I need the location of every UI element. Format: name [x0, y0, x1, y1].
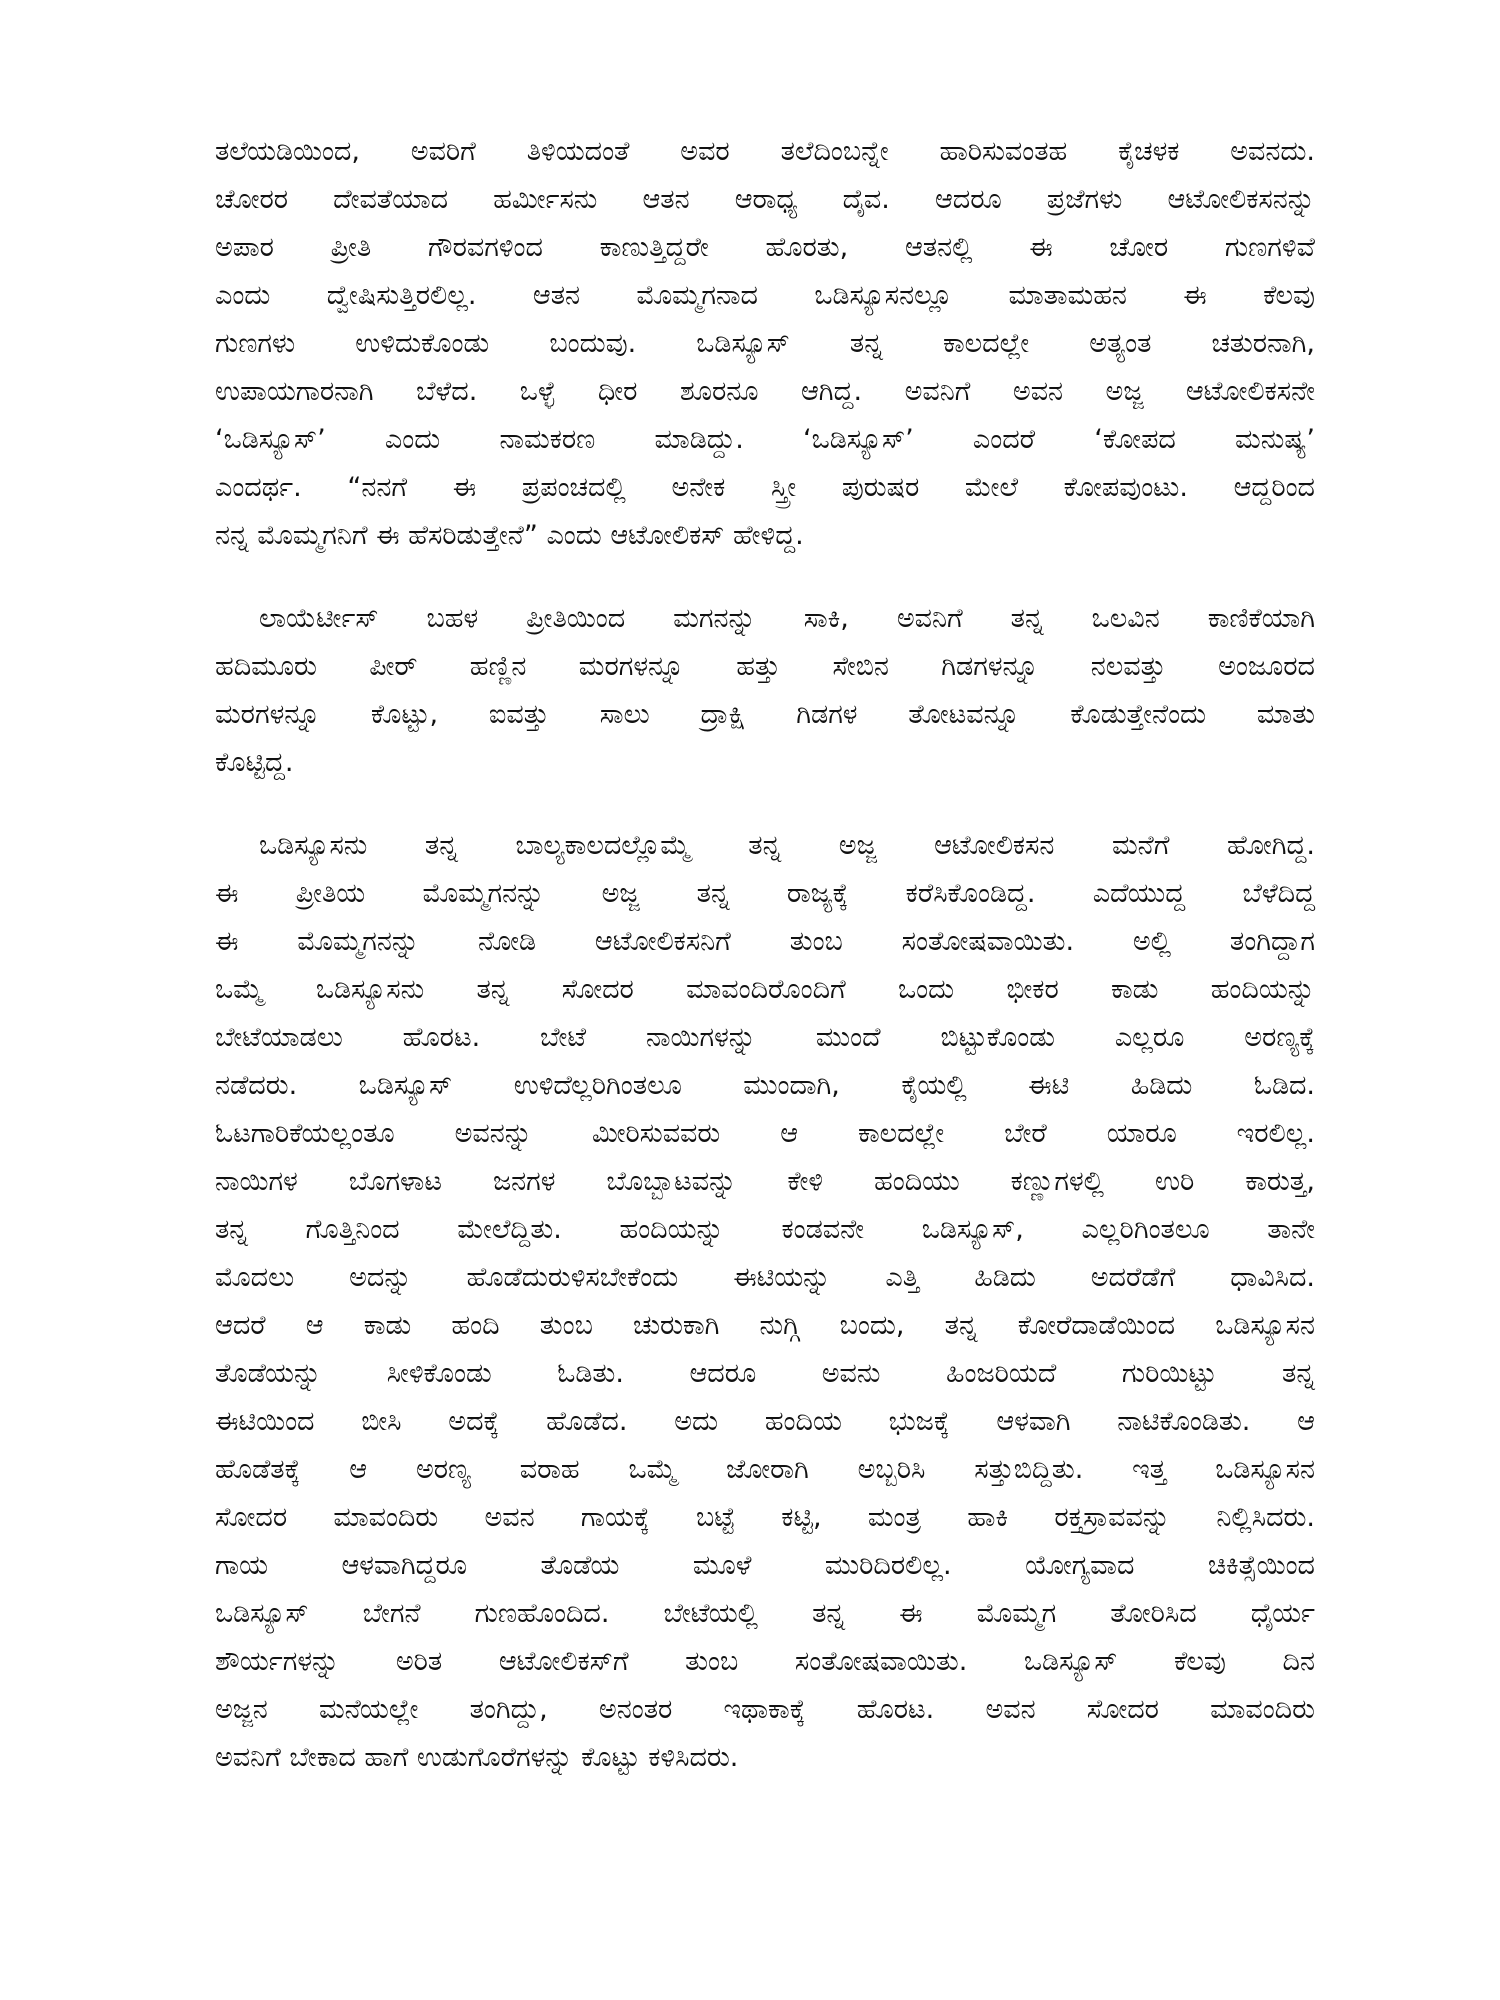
paragraph-2 — [215, 595, 1315, 787]
text-line: ಒಡಿಸ್ಯೂಸನು ತನ್ನ ಬಾಲ್ಯಕಾಲದಲ್ಲೊಮ್ಮೆ ತನ್ನ ಅಜ್ಜ ಆಟೋಲಿಕಸನ ಮನೆಗೆ ಹೋಗಿದ್ದ. — [259, 830, 1315, 861]
text-line: ‘ಒಡಿಸ್ಯೂಸ್’ ಎಂದು ನಾಮಕರಣ ಮಾಡಿದ್ದು. ‘ಒಡಿಸ್ಯೂಸ್’ ಎಂದರೆ ‘ಕೋಪದ ಮನುಷ್ಯ’ — [215, 424, 1315, 455]
text-line: ಮರಗಳನ್ನೂ ಕೊಟ್ಟು, ಐವತ್ತು ಸಾಲು ದ್ರಾಕ್ಷಿ ಗಿಡಗಳ ತೋಟವನ್ನೂ ಕೊಡುತ್ತೇನೆಂದು ಮಾತು — [215, 699, 1315, 730]
text-line: ಹೊಡೆತಕ್ಕೆ ಆ ಅರಣ್ಯ ವರಾಹ ಒಮ್ಮೆ ಜೋರಾಗಿ ಅಬ್ಬರಿಸಿ ಸತ್ತುಬಿದ್ದಿತು. ಇತ್ತ ಒಡಿಸ್ಯೂಸನ — [215, 1454, 1315, 1485]
text-line: ಉಪಾಯಗಾರನಾಗಿ ಬೆಳೆದ. ಒಳ್ಳೆ ಧೀರ ಶೂರನೂ ಆಗಿದ್ದ. ಅವನಿಗೆ ಅವನ ಅಜ್ಜ ಆಟೋಲಿಕಸನೇ — [215, 376, 1315, 407]
text-line: ಅಪಾರ ಪ್ರೀತಿ ಗೌರವಗಳಿಂದ ಕಾಣುತ್ತಿದ್ದರೇ ಹೊರತು, ಆತನಲ್ಲಿ ಈ ಚೋರ ಗುಣಗಳಿವೆ — [215, 232, 1315, 263]
paragraph-gap — [215, 787, 1315, 822]
text-line: ಈ ಪ್ರೀತಿಯ ಮೊಮ್ಮಗನನ್ನು ಅಜ್ಜ ತನ್ನ ರಾಜ್ಯಕ್ಕೆ ಕರೆಸಿಕೊಂಡಿದ್ದ. ಎದೆಯುದ್ದ ಬೆಳೆದಿದ್ದ — [215, 878, 1315, 909]
text-line: ನನ್ನ ಮೊಮ್ಮಗನಿಗೆ ಈ ಹೆಸರಿಡುತ್ತೇನೆ” ಎಂದು ಆಟೋಲಿಕಸ್ ಹೇಳಿದ್ದ. — [215, 520, 804, 551]
text-line: ಅಜ್ಜನ ಮನೆಯಲ್ಲೇ ತಂಗಿದ್ದು, ಅನಂತರ ಇಥಾಕಾಕ್ಕೆ ಹೊರಟ. ಅವನ ಸೋದರ ಮಾವಂದಿರು — [215, 1694, 1315, 1725]
text-line: ಈಟಿಯಿಂದ ಬೀಸಿ ಅದಕ್ಕೆ ಹೊಡೆದ. ಅದು ಹಂದಿಯ ಭುಜಕ್ಕೆ ಆಳವಾಗಿ ನಾಟಿಕೊಂಡಿತು. ಆ — [215, 1406, 1315, 1437]
text-line: ಶೌರ್ಯಗಳನ್ನು ಅರಿತ ಆಟೋಲಿಕಸ್‌ಗೆ ತುಂಬ ಸಂತೋಷವಾಯಿತು. ಒಡಿಸ್ಯೂಸ್ ಕೆಲವು ದಿನ — [215, 1646, 1315, 1677]
paragraph-gap — [215, 560, 1315, 595]
text-line: ತನ್ನ ಗೊತ್ತಿನಿಂದ ಮೇಲೆದ್ದಿತು. ಹಂದಿಯನ್ನು ಕಂಡವನೇ ಒಡಿಸ್ಯೂಸ್, ಎಲ್ಲರಿಗಿಂತಲೂ ತಾನೇ — [215, 1214, 1315, 1245]
text-line: ಒಮ್ಮೆ ಒಡಿಸ್ಯೂಸನು ತನ್ನ ಸೋದರ ಮಾವಂದಿರೊಂದಿಗೆ ಒಂದು ಭೀಕರ ಕಾಡು ಹಂದಿಯನ್ನು — [215, 974, 1315, 1005]
text-line: ತಲೆಯಡಿಯಿಂದ, ಅವರಿಗೆ ತಿಳಿಯದಂತೆ ಅವರ ತಲೆದಿಂಬನ್ನೇ ಹಾರಿಸುವಂತಹ ಕೈಚಳಕ ಅವನದು. — [215, 136, 1315, 167]
text-line: ಒಡಿಸ್ಯೂಸ್ ಬೇಗನೆ ಗುಣಹೊಂದಿದ. ಬೇಟೆಯಲ್ಲಿ ತನ್ನ ಈ ಮೊಮ್ಮಗ ತೋರಿಸಿದ ಧೈರ್ಯ — [215, 1598, 1315, 1629]
text-line: ಮೊದಲು ಅದನ್ನು ಹೊಡೆದುರುಳಿಸಬೇಕೆಂದು ಈಟಿಯನ್ನು ಎತ್ತಿ ಹಿಡಿದು ಅದರೆಡೆಗೆ ಧಾವಿಸಿದ. — [215, 1262, 1315, 1293]
text-line: ಎಂದರ್ಥ. “ನನಗೆ ಈ ಪ್ರಪಂಚದಲ್ಲಿ ಅನೇಕ ಸ್ತ್ರೀ ಪುರುಷರ ಮೇಲೆ ಕೋಪವುಂಟು. ಆದ್ದರಿಂದ — [215, 472, 1315, 503]
text-line: ಹದಿಮೂರು ಪೀರ್ ಹಣ್ಣಿನ ಮರಗಳನ್ನೂ ಹತ್ತು ಸೇಬಿನ ಗಿಡಗಳನ್ನೂ ನಲವತ್ತು ಅಂಜೂರದ — [215, 651, 1315, 682]
text-line: ತೊಡೆಯನ್ನು ಸೀಳಿಕೊಂಡು ಓಡಿತು. ಆದರೂ ಅವನು ಹಿಂಜರಿಯದೆ ಗುರಿಯಿಟ್ಟು ತನ್ನ — [215, 1358, 1315, 1389]
text-line: ನಡೆದರು. ಒಡಿಸ್ಯೂಸ್ ಉಳಿದೆಲ್ಲರಿಗಿಂತಲೂ ಮುಂದಾಗಿ, ಕೈಯಲ್ಲಿ ಈಟಿ ಹಿಡಿದು ಓಡಿದ. — [215, 1070, 1315, 1101]
paragraph-3 — [215, 822, 1315, 1782]
text-line: ನಾಯಿಗಳ ಬೊಗಳಾಟ ಜನಗಳ ಬೊಬ್ಬಾಟವನ್ನು ಕೇಳಿ ಹಂದಿಯು ಕಣ್ಣುಗಳಲ್ಲಿ ಉರಿ ಕಾರುತ್ತ, — [215, 1166, 1315, 1197]
body-text — [215, 128, 1315, 1782]
text-line: ಸೋದರ ಮಾವಂದಿರು ಅವನ ಗಾಯಕ್ಕೆ ಬಟ್ಟೆ ಕಟ್ಟಿ, ಮಂತ್ರ ಹಾಕಿ ರಕ್ತಸ್ರಾವವನ್ನು ನಿಲ್ಲಿಸಿದರು. — [215, 1502, 1315, 1533]
text-line: ಓಟಗಾರಿಕೆಯಲ್ಲಂತೂ ಅವನನ್ನು ಮೀರಿಸುವವರು ಆ ಕಾಲದಲ್ಲೇ ಬೇರೆ ಯಾರೂ ಇರಲಿಲ್ಲ. — [215, 1118, 1315, 1149]
text-line: ಲಾಯೆರ್ಟೀಸ್ ಬಹಳ ಪ್ರೀತಿಯಿಂದ ಮಗನನ್ನು ಸಾಕಿ, ಅವನಿಗೆ ತನ್ನ ಒಲವಿನ ಕಾಣಿಕೆಯಾಗಿ — [259, 603, 1315, 634]
text-line: ಬೇಟೆಯಾಡಲು ಹೊರಟ. ಬೇಟೆ ನಾಯಿಗಳನ್ನು ಮುಂದೆ ಬಿಟ್ಟುಕೊಂಡು ಎಲ್ಲರೂ ಅರಣ್ಯಕ್ಕೆ — [215, 1022, 1315, 1053]
text-line: ಕೊಟ್ಟಿದ್ದ. — [215, 747, 294, 778]
text-line: ಎಂದು ದ್ವೇಷಿಸುತ್ತಿರಲಿಲ್ಲ. ಆತನ ಮೊಮ್ಮಗನಾದ ಒಡಿಸ್ಯೂಸನಲ್ಲೂ ಮಾತಾಮಹನ ಈ ಕೆಲವು — [215, 280, 1315, 311]
text-line: ಗಾಯ ಆಳವಾಗಿದ್ದರೂ ತೊಡೆಯ ಮೂಳೆ ಮುರಿದಿರಲಿಲ್ಲ. ಯೋಗ್ಯವಾದ ಚಿಕಿತ್ಸೆಯಿಂದ — [215, 1550, 1315, 1581]
text-line: ಗುಣಗಳು ಉಳಿದುಕೊಂಡು ಬಂದುವು. ಒಡಿಸ್ಯೂಸ್ ತನ್ನ ಕಾಲದಲ್ಲೇ ಅತ್ಯಂತ ಚತುರನಾಗಿ, — [215, 328, 1315, 359]
paragraph-1 — [215, 128, 1315, 560]
text-line: ಚೋರರ ದೇವತೆಯಾದ ಹರ್ಮೀಸನು ಆತನ ಆರಾಧ್ಯ ದೈವ. ಆದರೂ ಪ್ರಜೆಗಳು ಆಟೋಲಿಕಸನನ್ನು — [215, 184, 1315, 215]
text-line: ಈ ಮೊಮ್ಮಗನನ್ನು ನೋಡಿ ಆಟೋಲಿಕಸನಿಗೆ ತುಂಬ ಸಂತೋಷವಾಯಿತು. ಅಲ್ಲಿ ತಂಗಿದ್ದಾಗ — [215, 926, 1315, 957]
text-line: ಅವನಿಗೆ ಬೇಕಾದ ಹಾಗೆ ಉಡುಗೊರೆಗಳನ್ನು ಕೊಟ್ಟು ಕಳಿಸಿದರು. — [215, 1742, 739, 1773]
text-line: ಆದರೆ ಆ ಕಾಡು ಹಂದಿ ತುಂಬ ಚುರುಕಾಗಿ ನುಗ್ಗಿ ಬಂದು, ತನ್ನ ಕೋರೆದಾಡೆಯಿಂದ ಒಡಿಸ್ಯೂಸನ — [215, 1310, 1315, 1341]
